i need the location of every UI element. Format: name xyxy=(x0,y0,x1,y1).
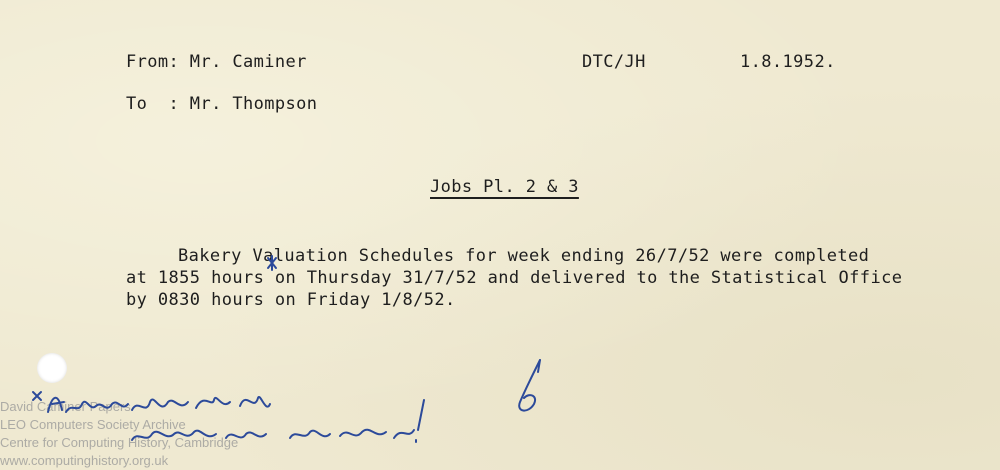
watermark-line: Centre for Computing History, Cambridge xyxy=(0,435,239,450)
memo-body-line: by 0830 hours on Friday 1/8/52. xyxy=(126,290,456,310)
reference-code: DTC/JH xyxy=(582,52,646,72)
from-field: From: Mr. Caminer xyxy=(126,52,307,72)
watermark-line: LEO Computers Society Archive xyxy=(0,417,186,432)
punch-hole xyxy=(37,353,67,383)
watermark-line: www.computinghistory.org.uk xyxy=(0,453,169,468)
to-field: To : Mr. Thompson xyxy=(126,94,318,114)
archive-watermark xyxy=(0,398,238,470)
memo-subject: Jobs Pl. 2 & 3 xyxy=(430,177,579,197)
watermark-line: David Caminer Papers xyxy=(0,399,131,414)
memo-body-line: at 1855 hours on Thursday 31/7/52 and delivered to the Statistical Office xyxy=(126,268,903,288)
memo-body-line: Bakery Valuation Schedules for week ending 26/7/52 were completed xyxy=(178,246,870,266)
memo-date: 1.8.1952. xyxy=(740,52,836,72)
